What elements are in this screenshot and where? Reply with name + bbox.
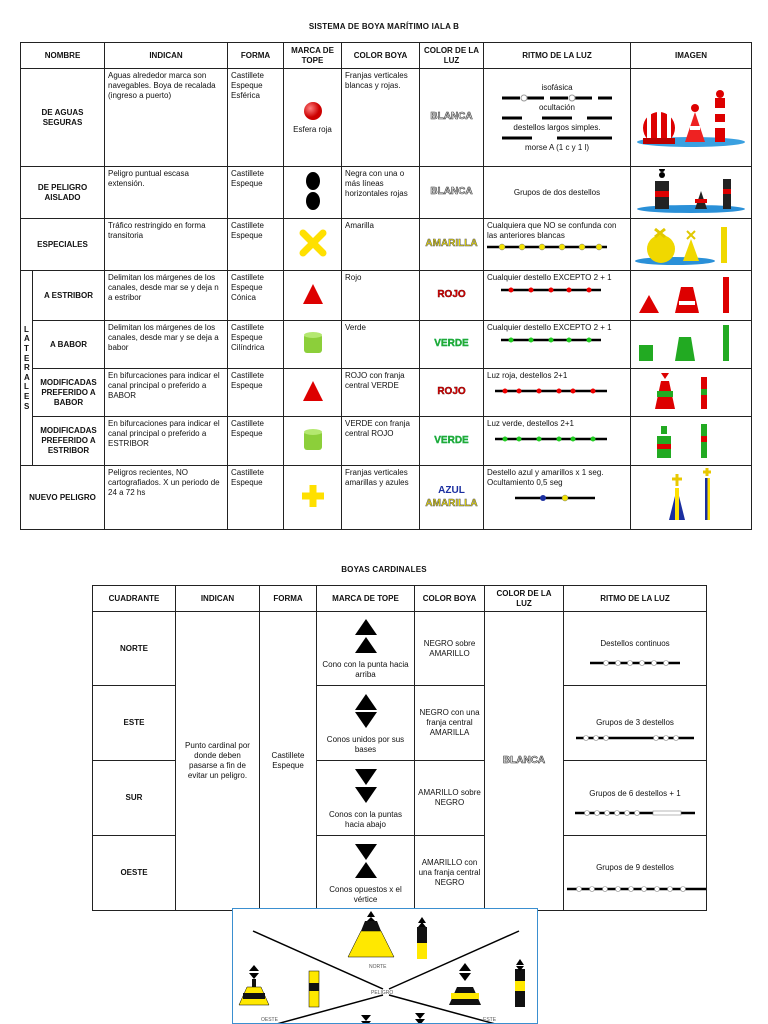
- row-forma: Castillete Espeque Esférica: [228, 69, 284, 167]
- row-imagen: [631, 271, 752, 321]
- row-color-boya: Amarilla: [342, 219, 420, 271]
- row-ritmo: [484, 69, 631, 167]
- table1-header: [21, 43, 752, 69]
- ritmo-text: Grupos de 3 destellos: [596, 717, 674, 727]
- light-color: VERDE: [434, 434, 469, 446]
- ritmo-text: ocultación: [538, 102, 576, 112]
- row-tope: [284, 271, 342, 321]
- header-indican: INDICAN: [105, 43, 228, 69]
- row-imagen: [631, 219, 752, 271]
- header-nombre: NOMBRE: [21, 43, 105, 69]
- light-rhythm-icon: [567, 885, 707, 893]
- cardinal-diagram: [232, 908, 538, 1024]
- row-ritmo: [564, 686, 707, 761]
- table-row: [21, 321, 752, 369]
- row-tope: [317, 761, 415, 836]
- green-cylinder-icon: [302, 330, 324, 356]
- ritmo-text: Cualquier destello EXCEPTO 2 + 1: [487, 273, 612, 282]
- ritmo-text: Grupos de dos destellos: [513, 187, 601, 197]
- row-color-luz: [420, 219, 484, 271]
- light-color: AMARILLA: [425, 238, 478, 250]
- diagram-label-oeste: OESTE: [261, 1017, 278, 1023]
- light-color: BLANCA: [430, 186, 473, 198]
- light-color-yellow: AMARILLA: [425, 497, 478, 509]
- row-forma: Castillete Espeque Cilíndrica: [228, 321, 284, 369]
- row-forma: Castillete Espeque: [228, 417, 284, 466]
- header-marca-tope: MARCA DE TOPE: [317, 586, 415, 612]
- yellow-cross-icon: [299, 482, 327, 510]
- row-imagen: [631, 321, 752, 369]
- row-color-luz: [420, 417, 484, 466]
- table-row: [21, 167, 752, 219]
- row-color-luz: [420, 167, 484, 219]
- row-tope: [284, 417, 342, 466]
- row-tope: [284, 167, 342, 219]
- tope-label: Conos opuestos x el vértice: [329, 884, 402, 904]
- ritmo-text: destellos largos simples.: [513, 122, 601, 132]
- row-indican: Tráfico restringido en forma transitoria: [105, 219, 228, 271]
- row-tope: [284, 69, 342, 167]
- lateral-label: [21, 271, 33, 466]
- row-cuadrante: SUR: [93, 761, 176, 836]
- row-color-boya: VERDE con franja central ROJO: [342, 417, 420, 466]
- row-tope: [284, 321, 342, 369]
- row-imagen: [631, 466, 752, 530]
- row-cuadrante: ESTE: [93, 686, 176, 761]
- row-indican: Delimitan los márgenes de los canales, desde mar se y deja n a estribor: [105, 271, 228, 321]
- header-ritmo: RITMO DE LA LUZ: [484, 43, 631, 69]
- two-black-spheres-icon: [303, 170, 323, 212]
- row-ritmo: [484, 219, 631, 271]
- row-forma: Castillete Espeque: [228, 219, 284, 271]
- row-color-boya: ROJO con franja central VERDE: [342, 369, 420, 417]
- red-sphere-icon: [302, 100, 324, 122]
- header-cuadrante: CUADRANTE: [93, 586, 176, 612]
- row-color-boya: Franjas verticales blancas y rojas.: [342, 69, 420, 167]
- row-imagen: [631, 69, 752, 167]
- row-color-boya: Rojo: [342, 271, 420, 321]
- light-rhythm-icon: [590, 659, 680, 667]
- row-ritmo: [484, 369, 631, 417]
- diagram-label-este: ESTE: [483, 1017, 497, 1023]
- row-color-boya: Franjas verticales amarillas y azules: [342, 466, 420, 530]
- row-indican: Peligros recientes, NO cartografiados. X un periodo de 24 a 72 hs: [105, 466, 228, 530]
- table1-title: SISTEMA DE BOYA MARÍTIMO IALA B: [308, 22, 460, 31]
- row-tope: [284, 219, 342, 271]
- port-buoy-image: [635, 323, 747, 363]
- north-topmark-icon: [351, 617, 381, 657]
- row-nombre: DE AGUAS SEGURAS: [21, 69, 105, 167]
- header-color-luz: COLOR DE LA LUZ: [485, 586, 564, 612]
- preferred-port-buoy-image: [635, 371, 747, 411]
- row-tope: [317, 686, 415, 761]
- row-indican: En bifurcaciones para indicar el canal principal o preferido a BABOR: [105, 369, 228, 417]
- table-row: [21, 219, 752, 271]
- table-row: [21, 369, 752, 417]
- west-buoy-icon: [239, 965, 319, 1007]
- south-topmark-icon: [351, 767, 381, 807]
- row-indican: Punto cardinal por donde deben pasarse a fin de evitar un peligro.: [176, 612, 260, 911]
- light-rhythm-icon: [502, 114, 612, 122]
- ritmo-text: Grupos de 6 destellos + 1: [589, 788, 681, 798]
- header-color-boya: COLOR BOYA: [342, 43, 420, 69]
- light-color: BLANCA: [502, 754, 546, 766]
- red-cone-icon: [301, 379, 325, 403]
- row-indican: Aguas alrededor marca son navegables. Boya de recalada (ingreso a puerto): [105, 69, 228, 167]
- row-tope: [284, 369, 342, 417]
- light-color: VERDE: [434, 338, 469, 350]
- new-danger-buoy-image: [635, 468, 747, 524]
- light-rhythm-icon: [495, 435, 607, 443]
- iala-b-table: [20, 42, 752, 530]
- row-color-boya: AMARILLO con una franja central NEGRO: [415, 836, 485, 911]
- row-color-luz: [420, 271, 484, 321]
- light-color: ROJO: [437, 289, 466, 301]
- row-tope: [317, 612, 415, 686]
- row-color-boya: Negra con una o más líneas horizontales rojas: [342, 167, 420, 219]
- table-row: [21, 417, 752, 466]
- header-color-luz: COLOR DE LA LUZ: [420, 43, 484, 69]
- light-color: ROJO: [437, 386, 466, 398]
- row-color-boya: AMARILLO sobre NEGRO: [415, 761, 485, 836]
- light-color: BLANCA: [430, 111, 473, 123]
- row-nombre: ESPECIALES: [21, 219, 105, 271]
- east-buoy-icon: [449, 959, 525, 1007]
- row-ritmo: [484, 271, 631, 321]
- row-color-luz: [420, 69, 484, 167]
- ritmo-text: isofásica: [541, 82, 573, 92]
- row-indican: En bifurcaciones para indicar el canal principal o preferido a ESTRIBOR: [105, 417, 228, 466]
- table-row: [21, 69, 752, 167]
- row-ritmo: [484, 321, 631, 369]
- row-ritmo: [564, 836, 707, 911]
- tope-label: Esfera roja: [293, 125, 332, 134]
- special-buoy-image: [635, 221, 747, 265]
- table2-title: BOYAS CARDINALES: [341, 565, 427, 574]
- light-rhythm-icon: [576, 734, 694, 742]
- tope-label: Cono con la punta hacia arriba: [322, 660, 409, 679]
- light-rhythm-icon: [501, 286, 601, 294]
- table-row: [21, 271, 752, 321]
- ritmo-text: Destello azul y amarillos x 1 seg. Ocultamiento 0,5 seg: [487, 468, 604, 487]
- light-color-blue: AZUL: [438, 485, 465, 496]
- table-row: [21, 466, 752, 530]
- row-imagen: [631, 417, 752, 466]
- header-indican: INDICAN: [176, 586, 260, 612]
- ritmo-text: morse A (1 c y 1 l): [524, 142, 590, 152]
- row-forma: Castillete Espeque: [228, 167, 284, 219]
- ritmo-text: Luz verde, destellos 2+1: [487, 419, 574, 428]
- row-ritmo: [484, 167, 631, 219]
- row-ritmo: [564, 612, 707, 686]
- table2-header: [93, 586, 707, 612]
- preferred-starboard-buoy-image: [635, 420, 747, 460]
- row-color-luz: [420, 466, 484, 530]
- light-rhythm-icon: [487, 243, 607, 251]
- lateral-letters: L A T E R A L E S: [24, 324, 30, 411]
- row-nombre: A BABOR: [33, 321, 105, 369]
- header-marca-tope: MARCA DE TOPE: [284, 43, 342, 69]
- row-color-luz: [420, 321, 484, 369]
- row-forma: Castillete Espeque Cónica: [228, 271, 284, 321]
- red-cone-icon: [301, 282, 325, 306]
- table-row: [93, 612, 707, 686]
- row-ritmo: [564, 761, 707, 836]
- diagram-label-peligro: PELIGRO: [371, 990, 394, 996]
- light-rhythm-icon: [495, 387, 607, 395]
- ritmo-text: Cualquier destello EXCEPTO 2 + 1: [487, 323, 612, 332]
- row-nombre: A ESTRIBOR: [33, 271, 105, 321]
- row-color-luz: [485, 612, 564, 911]
- row-ritmo: [484, 466, 631, 530]
- header-imagen: IMAGEN: [631, 43, 752, 69]
- row-forma: Castillete Espeque: [260, 612, 317, 911]
- yellow-x-icon: [297, 227, 329, 259]
- header-color-boya: COLOR BOYA: [415, 586, 485, 612]
- ritmo-text: Grupos de 9 destellos: [596, 862, 674, 872]
- row-tope: [284, 466, 342, 530]
- north-buoy-icon: [348, 911, 427, 959]
- ritmo-text: Cualquiera que NO se confunda con las anteriores blancas: [487, 221, 617, 240]
- light-rhythm-icon: [502, 94, 612, 102]
- east-topmark-icon: [351, 692, 381, 732]
- row-forma: Castillete Espeque: [228, 369, 284, 417]
- green-cylinder-icon: [302, 427, 324, 453]
- isolated-danger-buoy-image: [635, 169, 747, 213]
- west-topmark-icon: [351, 842, 381, 882]
- ritmo-text: Luz roja, destellos 2+1: [487, 371, 568, 380]
- header-ritmo: RITMO DE LA LUZ: [564, 586, 707, 612]
- row-nombre: MODIFICADAS PREFERIDO A ESTRIBOR: [33, 417, 105, 466]
- light-rhythm-icon: [502, 134, 612, 142]
- row-tope: [317, 836, 415, 911]
- ritmo-text: Destellos continuos: [600, 639, 670, 648]
- tope-label: Conos con la puntas hacia abajo: [329, 809, 402, 829]
- starboard-buoy-image: [635, 273, 747, 315]
- row-nombre: DE PELIGRO AISLADO: [21, 167, 105, 219]
- row-color-luz: [420, 369, 484, 417]
- row-nombre: MODIFICADAS PREFERIDO A BABOR: [33, 369, 105, 417]
- row-imagen: [631, 369, 752, 417]
- row-imagen: [631, 167, 752, 219]
- row-indican: Delimitan los márgenes de los canales, desde mar y se deja a babor: [105, 321, 228, 369]
- cardinal-table: [92, 585, 707, 911]
- row-nombre: NUEVO PELIGRO: [21, 466, 105, 530]
- diagram-label-norte: NORTE: [369, 964, 387, 970]
- tope-label: Conos unidos por sus bases: [326, 734, 405, 754]
- header-forma: FORMA: [228, 43, 284, 69]
- row-ritmo: [484, 417, 631, 466]
- south-topmark-icons: [361, 1013, 425, 1024]
- row-color-boya: NEGRO con una franja central AMARILLA: [415, 686, 485, 761]
- row-forma: Castillete Espeque: [228, 466, 284, 530]
- light-rhythm-icon: [501, 336, 601, 344]
- row-cuadrante: OESTE: [93, 836, 176, 911]
- row-cuadrante: NORTE: [93, 612, 176, 686]
- row-indican: Peligro puntual escasa extensión.: [105, 167, 228, 219]
- row-color-boya: Verde: [342, 321, 420, 369]
- header-forma: FORMA: [260, 586, 317, 612]
- safe-water-buoy-image: [635, 84, 747, 148]
- light-rhythm-icon: [575, 809, 695, 817]
- light-rhythm-icon: [515, 494, 595, 502]
- row-color-boya: NEGRO sobre AMARILLO: [415, 612, 485, 686]
